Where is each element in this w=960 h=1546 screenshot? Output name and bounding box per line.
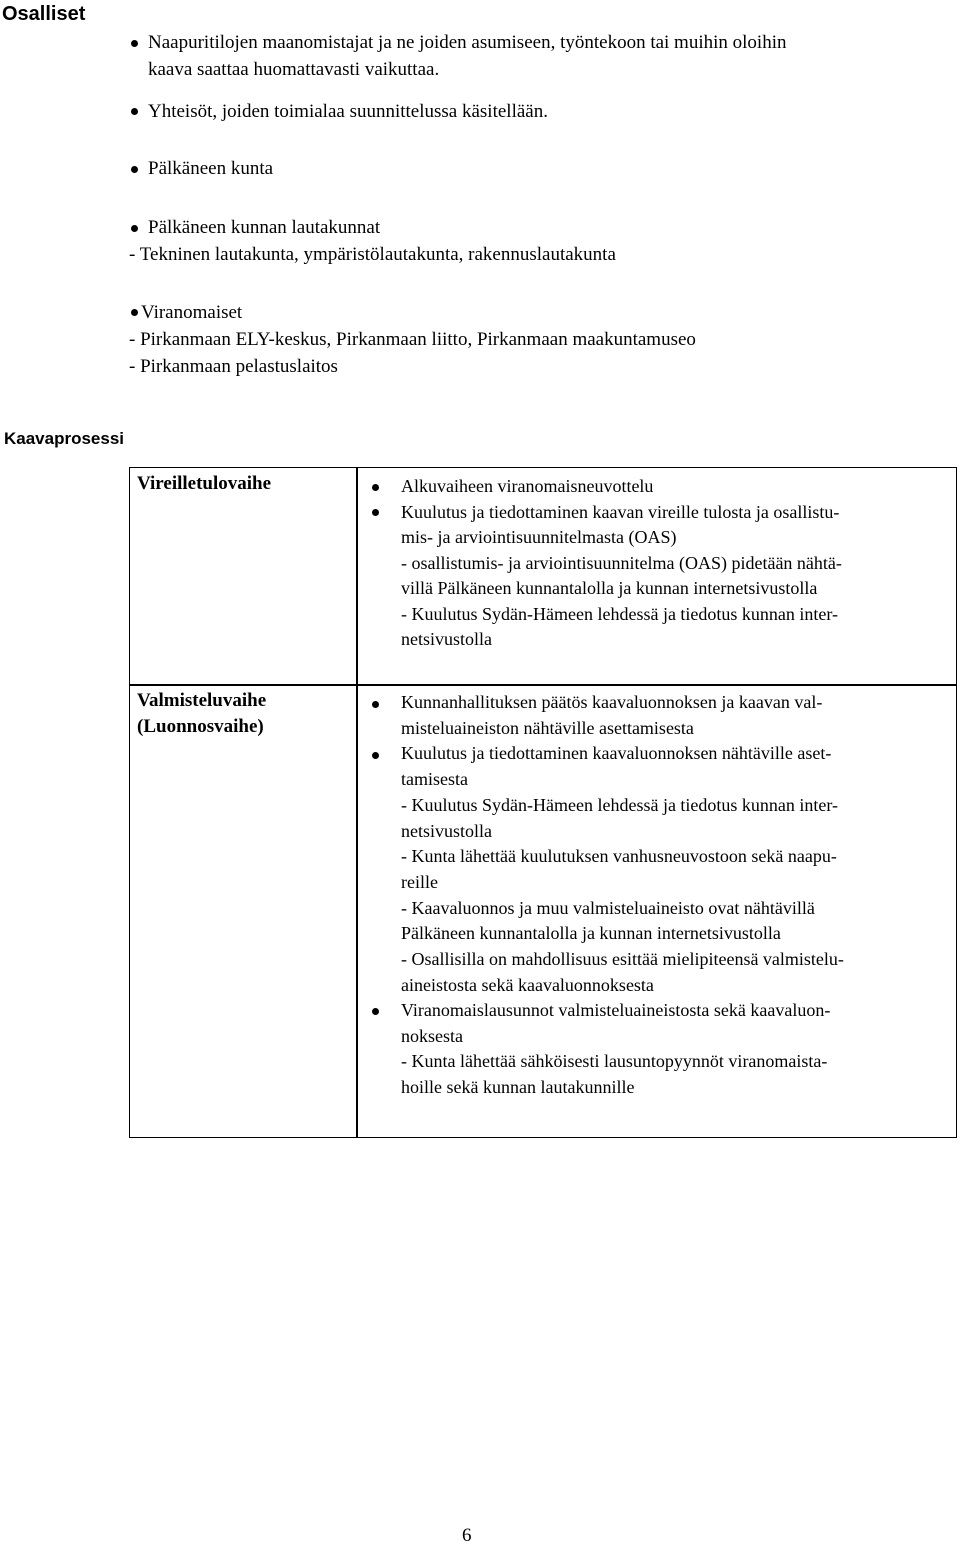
table-line: - Kunta lähettää kuulutuksen vanhusneuvostoon sekä naapu- xyxy=(401,846,837,866)
table-line: aineistosta sekä kaavaluonnoksesta xyxy=(401,975,654,995)
table-row-divider xyxy=(129,684,957,686)
osalliset-line: - Tekninen lautakunta, ympäristölautakunta, rakennuslautakunta xyxy=(129,244,616,265)
bullet-icon xyxy=(372,752,379,759)
table-line: - Osallisilla on mahdollisuus esittää mielipiteensä valmistelu- xyxy=(401,949,844,969)
bullet-icon xyxy=(131,225,138,232)
table-line: netsivustolla xyxy=(401,821,492,841)
bullet-icon xyxy=(372,701,379,708)
osalliset-line: Viranomaiset xyxy=(141,302,243,323)
table-line: Pälkäneen kunnantalolla ja kunnan internetsivustolla xyxy=(401,923,781,943)
bullet-icon xyxy=(131,166,138,173)
table-line: Kuulutus ja tiedottaminen kaavaluonnoksen nähtäville aset- xyxy=(401,743,832,763)
table-line: - Kuulutus Sydän-Hämeen lehdessä ja tiedotus kunnan inter- xyxy=(401,604,839,624)
phase-label-vireilletulovaihe: Vireilletulovaihe xyxy=(137,473,272,494)
osalliset-line: Pälkäneen kunta xyxy=(148,158,274,179)
bullet-icon xyxy=(372,1008,379,1015)
table-line: noksesta xyxy=(401,1026,463,1046)
table-line: Viranomaislausunnot valmisteluaineistosta sekä kaavaluon- xyxy=(401,1000,831,1020)
bullet-icon xyxy=(372,484,379,491)
table-line: reille xyxy=(401,872,438,892)
table-line: netsivustolla xyxy=(401,629,492,649)
bullet-icon xyxy=(131,108,138,115)
phase-label-valmisteluvaihe: Valmisteluvaihe xyxy=(137,690,267,711)
bullet-icon xyxy=(131,309,138,316)
table-line: Kunnanhallituksen päätös kaavaluonnoksen ja kaavan val- xyxy=(401,692,823,712)
table-line: tamisesta xyxy=(401,769,468,789)
table-line: Alkuvaiheen viranomaisneuvottelu xyxy=(401,476,654,496)
osalliset-line: Yhteisöt, joiden toimialaa suunnittelussa käsitellään. xyxy=(148,101,548,122)
osalliset-line: Pälkäneen kunnan lautakunnat xyxy=(148,217,381,238)
table-column-divider xyxy=(356,467,358,1138)
table-line: - Kunta lähettää sähköisesti lausuntopyynnöt viranomaista- xyxy=(401,1051,828,1071)
table-line: Kuulutus ja tiedottaminen kaavan vireille tulosta ja osallistu- xyxy=(401,502,840,522)
osalliset-line: Naapuritilojen maanomistajat ja ne joiden asumiseen, työntekoon tai muihin oloihin xyxy=(148,32,787,53)
osalliset-line: - Pirkanmaan pelastuslaitos xyxy=(129,356,338,377)
section-title-osalliset: Osalliset xyxy=(2,3,86,25)
table-line: - Kuulutus Sydän-Hämeen lehdessä ja tiedotus kunnan inter- xyxy=(401,795,839,815)
phase-label-luonnosvaihe: (Luonnosvaihe) xyxy=(137,716,264,737)
bullet-icon xyxy=(131,40,138,47)
osalliset-line: kaava saattaa huomattavasti vaikuttaa. xyxy=(148,59,440,80)
table-line: - osallistumis- ja arviointisuunnitelma (OAS) pidetään nähtä- xyxy=(401,553,842,573)
osalliset-line: - Pirkanmaan ELY-keskus, Pirkanmaan liitto, Pirkanmaan maakuntamuseo xyxy=(129,329,696,350)
section-title-kaavaprosessi: Kaavaprosessi xyxy=(4,429,125,448)
bullet-icon xyxy=(372,509,379,516)
table-line: mis- ja arviointisuunnitelmasta (OAS) xyxy=(401,527,677,547)
table-line: hoille sekä kunnan lautakunnille xyxy=(401,1077,635,1097)
table-line: villä Pälkäneen kunnantalolla ja kunnan internetsivustolla xyxy=(401,578,818,598)
table-line: misteluaineiston nähtäville asettamisesta xyxy=(401,718,694,738)
page-number: 6 xyxy=(462,1525,472,1546)
table-line: - Kaavaluonnos ja muu valmisteluaineisto ovat nähtävillä xyxy=(401,898,815,918)
